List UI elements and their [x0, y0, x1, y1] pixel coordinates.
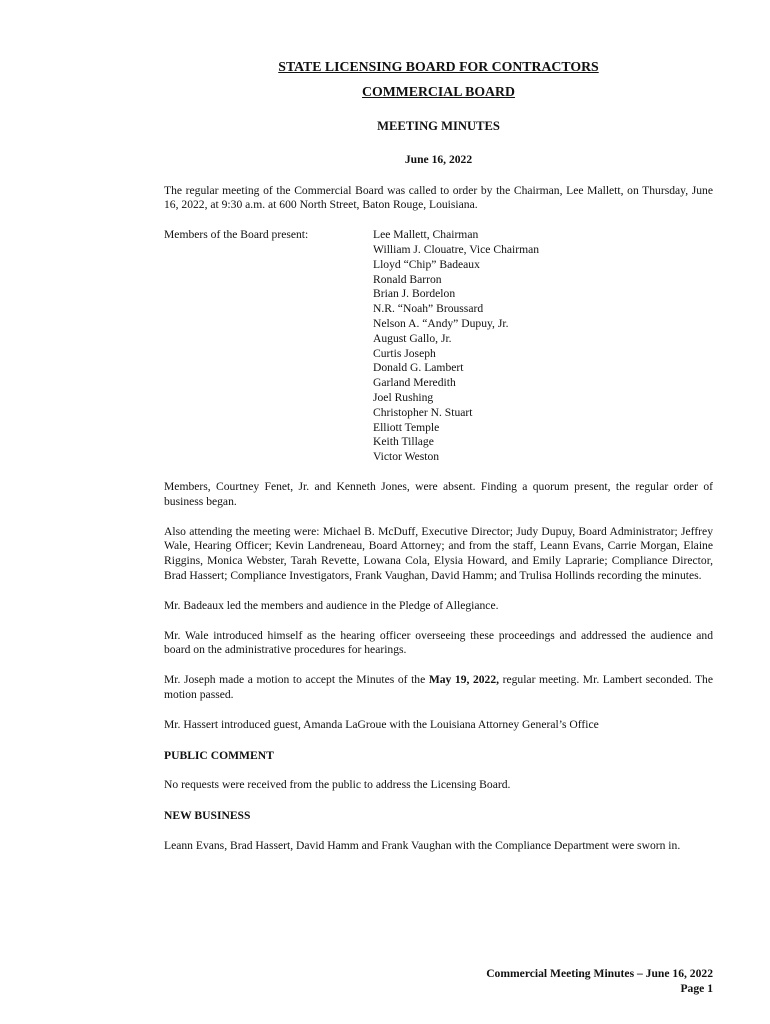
guest-paragraph: Mr. Hassert introduced guest, Amanda LaGroue with the Louisiana Attorney General’s Office	[164, 717, 599, 731]
new-business-paragraph: Leann Evans, Brad Hassert, David Hamm and Frank Vaughan with the Compliance Department were sworn in.	[164, 838, 681, 852]
document-title-board: COMMERCIAL BOARD	[362, 84, 515, 99]
member-name: Elliott Temple	[373, 420, 440, 434]
member-name: Victor Weston	[373, 450, 440, 464]
page-footer	[486, 966, 713, 996]
minutes-motion-paragraph	[164, 673, 713, 703]
public-comment-heading: PUBLIC COMMENT	[164, 748, 274, 762]
member-name: Garland Meredith	[373, 376, 456, 390]
document-subtitle: MEETING MINUTES	[377, 119, 500, 133]
member-name: William J. Clouatre, Vice Chairman	[373, 242, 540, 256]
motion-date: May 19, 2022,	[428, 673, 500, 687]
document-title-agency: STATE LICENSING BOARD FOR CONTRACTORS	[278, 59, 599, 74]
member-name: Lee Mallett, Chairman	[373, 228, 479, 242]
member-name: Lloyd “Chip” Badeaux	[373, 257, 480, 271]
attending-paragraph: Also attending the meeting were: Michael B. McDuff, Executive Director; Judy Dupuy, Board Administrator; Jeffrey Wale, Hearing Officer; Kevin Landreneau, Board Attorney; and from the staff, Leann Evans, Carrie Morgan, Elaine Riggins, Monica Webster, Tarah Revette, Lowana Cola, Elysia Howard, and Emily Laprarie; Compliance Director, Brad Hassert; Compliance Investigators, Frank Vaughan, David Hamm; and Trulisa Hollinds recording the minutes.	[164, 524, 713, 582]
member-name: August Gallo, Jr.	[373, 331, 452, 345]
hearing-officer-paragraph: Mr. Wale introduced himself as the hearing officer overseeing these proceedings and addressed the audience and board on the administrative procedures for hearings.	[164, 628, 713, 657]
member-name: Ronald Barron	[373, 272, 442, 286]
member-name: Brian J. Bordelon	[373, 287, 456, 301]
member-name: Nelson A. “Andy” Dupuy, Jr.	[373, 316, 509, 330]
page-number: Page 1	[680, 982, 713, 995]
pledge-paragraph: Mr. Badeaux led the members and audience in the Pledge of Allegiance.	[164, 598, 499, 612]
members-present-list	[373, 228, 713, 465]
member-name: N.R. “Noah” Broussard	[373, 302, 484, 316]
members-present-label: Members of the Board present:	[164, 228, 309, 242]
opening-paragraph: The regular meeting of the Commercial Board was called to order by the Chairman, Lee Mallett, on Thursday, June 16, 2022, at 9:30 a.m. at 600 North Street, Baton Rouge, Louisiana.	[164, 183, 713, 212]
meeting-date: June 16, 2022	[404, 152, 473, 166]
member-name: Keith Tillage	[373, 435, 434, 449]
member-name: Curtis Joseph	[373, 346, 436, 360]
footer-title: Commercial Meeting Minutes – June 16, 2022	[486, 967, 713, 980]
motion-text-after: regular meeting. Mr. Lambert seconded. The motion passed.	[164, 673, 713, 701]
member-name: Donald G. Lambert	[373, 361, 464, 375]
members-present-section	[164, 228, 713, 465]
motion-text-before: Mr. Joseph made a motion to accept the Minutes of the	[164, 673, 429, 687]
document-page	[164, 56, 713, 854]
absent-paragraph: Members, Courtney Fenet, Jr. and Kenneth Jones, were absent. Finding a quorum present, the regular order of business began.	[164, 479, 713, 508]
member-name: Christopher N. Stuart	[373, 405, 473, 419]
member-name: Joel Rushing	[373, 390, 434, 404]
public-comment-paragraph: No requests were received from the public to address the Licensing Board.	[164, 778, 511, 792]
new-business-heading: NEW BUSINESS	[164, 809, 251, 823]
